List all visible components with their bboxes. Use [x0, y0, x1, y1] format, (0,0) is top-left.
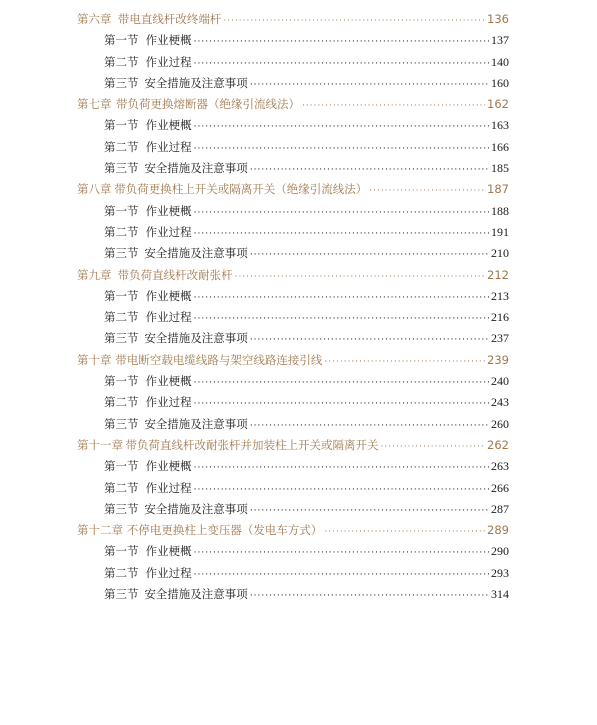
section-title: 作业过程 — [145, 565, 192, 580]
section-number: 第一节 — [104, 118, 139, 133]
chapter-number: 第十章 — [77, 352, 112, 367]
dot-leader — [194, 458, 489, 479]
page-number: 263 — [491, 459, 509, 474]
chapter-title: 带负荷更换熔断器（绝缘引流线法） — [115, 97, 300, 112]
page-number: 289 — [487, 523, 509, 538]
page-number: 160 — [491, 75, 509, 90]
page-number: 191 — [491, 224, 509, 239]
toc-chapter-entry[interactable] — [77, 265, 509, 286]
section-number: 第三节 — [104, 75, 139, 90]
page-number: 262 — [487, 437, 509, 452]
section-number: 第一节 — [104, 459, 139, 474]
dot-leader — [194, 117, 489, 138]
section-title: 安全措施及注意事项 — [144, 161, 248, 176]
dot-leader — [250, 501, 489, 522]
dot-leader — [324, 352, 485, 373]
toc-section-entry[interactable] — [77, 456, 509, 477]
toc-chapter-entry[interactable] — [77, 350, 509, 371]
page-number: 266 — [491, 480, 509, 495]
chapter-title: 带负荷更换柱上开关或隔离开关（绝缘引流线法） — [114, 182, 368, 197]
section-number: 第二节 — [104, 395, 139, 410]
page-number: 290 — [491, 544, 509, 559]
dot-leader — [369, 181, 485, 202]
section-title: 安全措施及注意事项 — [144, 416, 248, 431]
dot-leader — [194, 139, 489, 160]
page-number: 213 — [491, 288, 509, 303]
section-title: 安全措施及注意事项 — [144, 331, 248, 346]
toc-section-entry[interactable] — [77, 328, 509, 349]
page-number: 216 — [491, 310, 509, 325]
section-title: 安全措施及注意事项 — [144, 587, 248, 602]
section-number: 第二节 — [104, 565, 139, 580]
section-number: 第二节 — [104, 139, 139, 154]
dot-leader — [223, 11, 485, 32]
chapter-number: 第六章 — [77, 12, 112, 26]
dot-leader — [194, 54, 489, 75]
section-number: 第一节 — [104, 33, 139, 48]
dot-leader — [194, 224, 489, 245]
page-number: 187 — [487, 182, 509, 197]
chapter-title: 带负荷直线杆改耐张杆并加装柱上开关或隔离开关 — [125, 437, 379, 452]
page-number: 287 — [491, 501, 509, 516]
toc-chapter-entry[interactable] — [77, 435, 509, 456]
page-number: 166 — [491, 139, 509, 154]
page-number: 136 — [487, 12, 509, 26]
toc-section-entry[interactable] — [77, 286, 509, 307]
dot-leader — [250, 416, 489, 437]
chapter-number: 第九章 — [77, 267, 112, 282]
dot-leader — [194, 203, 489, 224]
section-title: 安全措施及注意事项 — [144, 75, 248, 90]
toc-section-entry[interactable] — [77, 392, 509, 413]
dot-leader — [324, 522, 485, 543]
section-number: 第三节 — [104, 416, 139, 431]
section-title: 作业过程 — [145, 310, 192, 325]
section-title: 作业梗概 — [145, 459, 192, 474]
toc-section-entry[interactable] — [77, 499, 509, 520]
section-number: 第一节 — [104, 288, 139, 303]
page-number: 260 — [491, 416, 509, 431]
chapter-title: 带电断空载电缆线路与架空线路连接引线 — [115, 352, 323, 367]
section-number: 第二节 — [104, 224, 139, 239]
section-title: 作业过程 — [145, 480, 192, 495]
section-title: 作业梗概 — [145, 544, 192, 559]
section-title: 作业梗概 — [145, 374, 192, 389]
chapter-title: 带负荷直线杆改耐张杆 — [117, 267, 233, 282]
section-number: 第一节 — [104, 374, 139, 389]
page-number: 314 — [491, 587, 509, 602]
section-number: 第三节 — [104, 501, 139, 516]
table-of-contents — [77, 9, 509, 605]
page-number: 237 — [491, 331, 509, 346]
page-number: 185 — [491, 161, 509, 176]
chapter-number: 第十一章 — [77, 437, 123, 452]
section-number: 第三节 — [104, 587, 139, 602]
chapter-title: 带电直线杆改终端杆 — [117, 12, 222, 26]
page-number: 243 — [491, 395, 509, 410]
chapter-number: 第十二章 — [77, 523, 123, 538]
section-number: 第二节 — [104, 54, 139, 69]
dot-leader — [381, 437, 486, 458]
toc-section-entry[interactable] — [77, 584, 509, 605]
dot-leader — [250, 245, 489, 266]
toc-section-entry[interactable] — [77, 563, 509, 584]
dot-leader — [194, 288, 489, 309]
toc-chapter-entry[interactable] — [77, 9, 509, 30]
toc-section-entry[interactable] — [77, 243, 509, 264]
toc-chapter-entry[interactable] — [77, 179, 509, 200]
chapter-title: 不停电更换柱上变压器（发电车方式） — [126, 523, 323, 538]
toc-section-entry[interactable] — [77, 222, 509, 243]
section-number: 第一节 — [104, 203, 139, 218]
toc-section-entry[interactable] — [77, 414, 509, 435]
dot-leader — [194, 480, 489, 501]
page-number: 163 — [491, 118, 509, 133]
dot-leader — [250, 330, 489, 351]
section-title: 安全措施及注意事项 — [144, 246, 248, 261]
chapter-number: 第八章 — [77, 182, 112, 197]
section-title: 作业过程 — [145, 395, 192, 410]
section-title: 作业梗概 — [145, 118, 192, 133]
page-number: 240 — [491, 374, 509, 389]
page-number: 212 — [487, 267, 509, 282]
toc-section-entry[interactable] — [77, 478, 509, 499]
dot-leader — [194, 32, 489, 53]
toc-section-entry[interactable] — [77, 201, 509, 222]
toc-section-entry[interactable] — [77, 158, 509, 179]
dot-leader — [194, 565, 489, 586]
page-number: 293 — [491, 565, 509, 580]
toc-chapter-entry[interactable] — [77, 520, 509, 541]
toc-section-entry[interactable] — [77, 73, 509, 94]
toc-section-entry[interactable] — [77, 52, 509, 73]
page-number: 210 — [491, 246, 509, 261]
toc-section-entry[interactable] — [77, 137, 509, 158]
section-number: 第二节 — [104, 480, 139, 495]
page-number: 188 — [491, 203, 509, 218]
dot-leader — [250, 75, 489, 96]
dot-leader — [250, 160, 489, 181]
section-title: 作业过程 — [145, 139, 192, 154]
toc-section-entry[interactable] — [77, 307, 509, 328]
section-number: 第三节 — [104, 161, 139, 176]
dot-leader — [194, 309, 489, 330]
dot-leader — [250, 586, 489, 607]
page-number: 140 — [491, 54, 509, 69]
section-number: 第三节 — [104, 331, 139, 346]
dot-leader — [194, 543, 489, 564]
section-number: 第一节 — [104, 544, 139, 559]
section-title: 作业梗概 — [145, 33, 192, 48]
page-number: 137 — [491, 33, 509, 48]
section-number: 第二节 — [104, 310, 139, 325]
toc-section-entry[interactable] — [77, 115, 509, 136]
section-title: 作业过程 — [145, 54, 192, 69]
dot-leader — [194, 394, 489, 415]
section-title: 安全措施及注意事项 — [144, 501, 248, 516]
toc-section-entry[interactable] — [77, 371, 509, 392]
section-title: 作业过程 — [145, 224, 192, 239]
dot-leader — [194, 373, 489, 394]
page-number: 162 — [487, 97, 509, 112]
dot-leader — [235, 267, 485, 288]
page-number: 239 — [487, 352, 509, 367]
dot-leader — [302, 96, 485, 117]
section-title: 作业梗概 — [145, 288, 192, 303]
chapter-number: 第七章 — [77, 97, 112, 112]
section-number: 第三节 — [104, 246, 139, 261]
toc-section-entry[interactable] — [77, 541, 509, 562]
section-title: 作业梗概 — [145, 203, 192, 218]
toc-section-entry[interactable] — [77, 30, 509, 51]
toc-chapter-entry[interactable] — [77, 94, 509, 115]
